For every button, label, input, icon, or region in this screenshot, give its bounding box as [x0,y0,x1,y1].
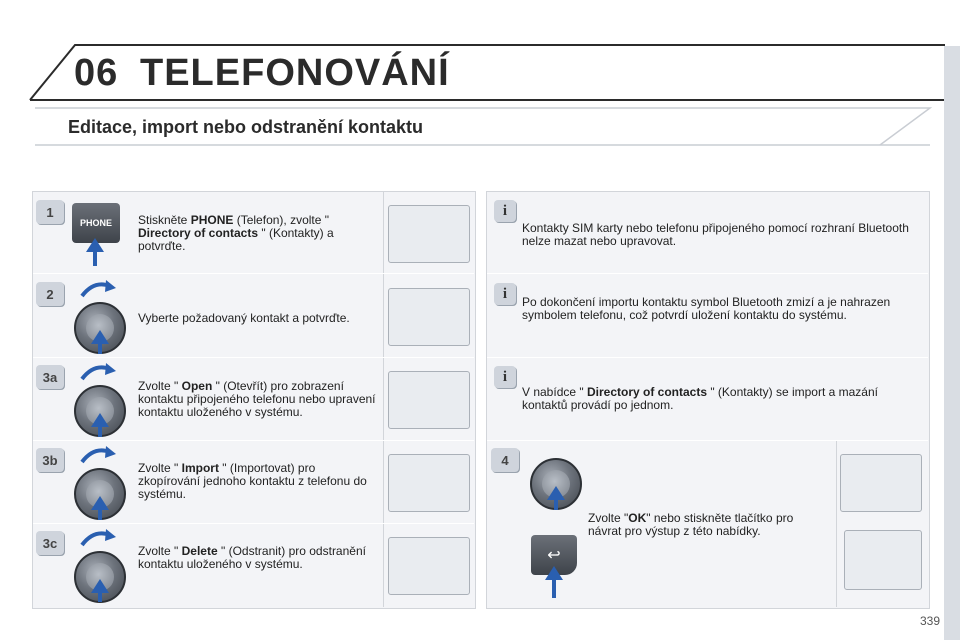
info-3-text: V nabídce " Directory of contacts " (Kontakty) se import a mazání kontaktů provádí po jednom. [522,385,878,412]
step-3c-text: Zvolte " Delete " (Odstranit) pro odstranění kontaktu uloženého v systému. [138,544,366,571]
row-separator [487,440,928,441]
panel-divider [383,192,384,607]
rotate-arrow-icon [78,278,118,300]
panel-divider [836,441,837,607]
row-separator [33,523,474,524]
arrow-stem [554,500,558,510]
row-separator [487,357,928,358]
radio-panel-thumbnail [388,205,470,263]
up-arrow-icon [547,486,565,500]
up-arrow-icon [91,330,109,344]
step-2-text: Vyberte požadovaný kontakt a potvrďte. [138,311,350,325]
step-3a-text: Zvolte " Open " (Otevřít) pro zobrazení kontaktu připojeného telefonu nebo upravení kontaktu uloženého v systému. [138,379,376,419]
step-badge: 3b [36,448,64,472]
radio-panel-thumbnail [844,530,922,590]
chapter-title: TELEFONOVÁNÍ [140,52,450,94]
chapter-number: 06 [74,52,119,94]
step-badge: 3a [36,365,64,389]
up-arrow-icon [91,579,109,593]
phone-button: PHONE [72,203,120,243]
side-tab [944,46,960,640]
rotate-arrow-icon [78,444,118,466]
rotate-arrow-icon [78,527,118,549]
step-badge: 2 [36,282,64,306]
row-separator [33,273,474,274]
row-separator [33,357,474,358]
rotate-arrow-icon [78,361,118,383]
step-4-text: Zvolte "OK" nebo stiskněte tlačítko pro návrat pro výstup z této nabídky. [588,511,794,538]
info-icon: i [494,366,516,388]
step-3b-text: Zvolte " Import " (Importovat) pro zkopírování jednoho kontaktu z telefonu do systému. [138,461,367,501]
arrow-stem [98,427,102,437]
arrow-stem [93,252,97,266]
step-badge: 1 [36,200,64,224]
radio-panel-thumbnail [388,288,470,346]
step-badge: 4 [491,448,519,472]
arrow-stem [98,344,102,354]
radio-panel-thumbnail [388,454,470,512]
info-2-text: Po dokončení importu kontaktu symbol Bluetooth zmizí a je nahrazen symbolem telefonu, což potvrdí uložení kontaktu do systému. [522,295,891,322]
row-separator [33,440,474,441]
up-arrow-icon [91,413,109,427]
up-arrow-icon [86,238,104,252]
arrow-stem [552,580,556,598]
up-arrow-icon [91,496,109,510]
info-icon: i [494,200,516,222]
section-title: Editace, import nebo odstranění kontaktu [68,117,424,137]
page-number: 339 [919,614,940,628]
step-badge: 3c [36,531,64,555]
info-1-text: Kontakty SIM karty nebo telefonu připojeného pomocí rozhraní Bluetooth nelze mazat nebo upravovat. [522,221,909,248]
up-arrow-icon [545,566,563,580]
radio-panel-thumbnail [840,454,922,512]
radio-panel-thumbnail [388,537,470,595]
step-1-text: Stiskněte PHONE (Telefon), zvolte " Directory of contacts " (Kontakty) a potvrďte. [138,213,334,253]
radio-panel-thumbnail [388,371,470,429]
arrow-stem [98,593,102,602]
info-icon: i [494,283,516,305]
arrow-stem [98,510,102,520]
back-button-icon: ↩ [531,535,577,575]
row-separator [487,273,928,274]
